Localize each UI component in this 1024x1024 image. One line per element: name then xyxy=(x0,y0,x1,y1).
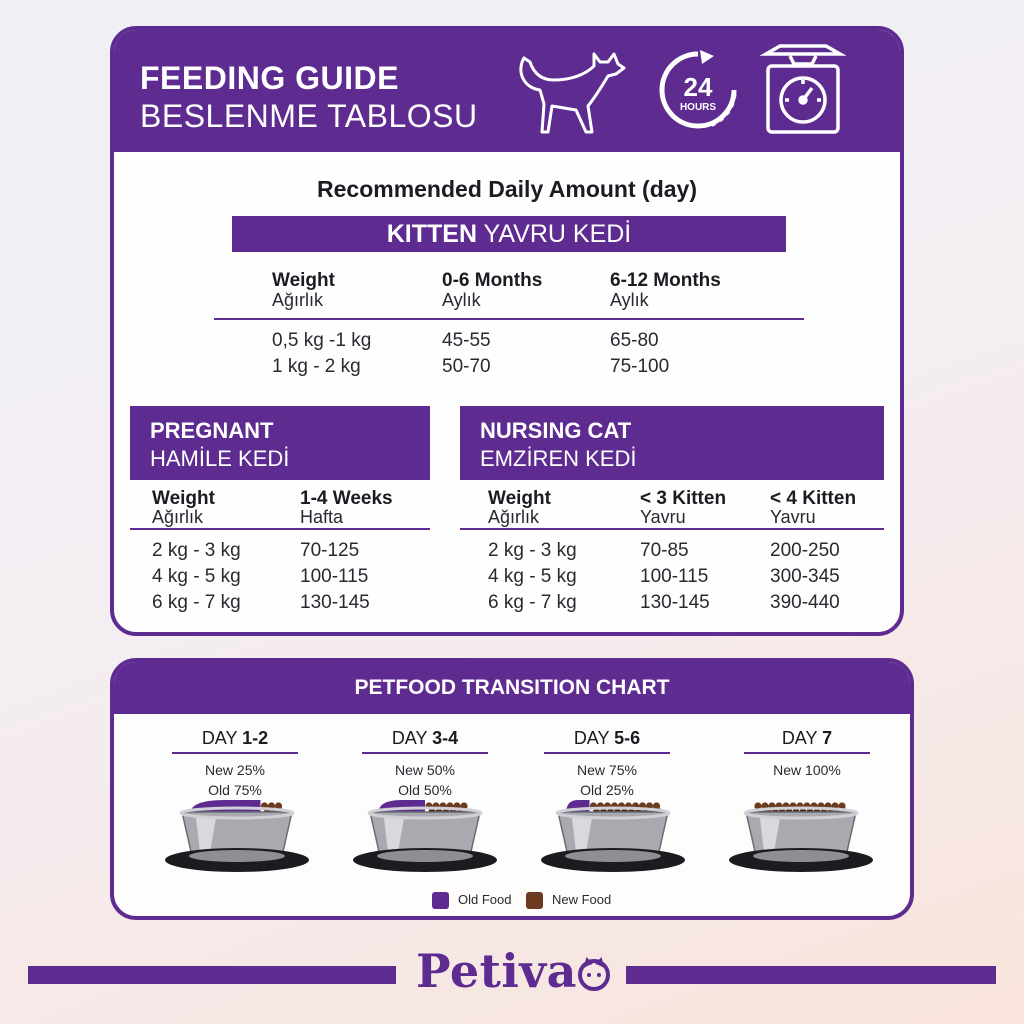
table-cell: 100-115 xyxy=(640,566,709,587)
24-hours-icon xyxy=(656,48,740,132)
feeding-guide-card xyxy=(110,26,904,636)
pregnant-col-weeks: 1-4 Weeks xyxy=(300,488,393,509)
cat-icon xyxy=(514,44,634,140)
table-cell: 300-345 xyxy=(770,566,840,587)
old-food-swatch-icon xyxy=(432,892,449,909)
nursing-col-weight: Weight xyxy=(488,488,551,509)
day-5-6-old: Old 25% xyxy=(580,782,634,798)
table-cell: 65-80 xyxy=(610,330,659,351)
table-cell: 130-145 xyxy=(640,592,710,613)
kitten-col-weight-tr: Ağırlık xyxy=(272,290,324,310)
day-3-4-new: New 50% xyxy=(395,762,455,778)
day-3-4-old: Old 50% xyxy=(398,782,452,798)
table-cell: 50-70 xyxy=(442,356,491,377)
legend-old-food: Old Food xyxy=(458,892,512,907)
table-cell: 200-250 xyxy=(770,540,840,561)
nursing-col-3-kitten: < 3 Kitten xyxy=(640,488,727,509)
kitten-col-6-12-months-tr: Aylık xyxy=(610,290,649,310)
pregnant-band xyxy=(130,406,430,480)
table-cell: 2 kg - 3 kg xyxy=(488,540,577,561)
table-cell: 390-440 xyxy=(770,592,840,613)
kitten-col-0-6-months: 0-6 Months xyxy=(442,270,543,291)
nursing-col-4-kitten-tr: Yavru xyxy=(770,507,816,527)
table-cell: 70-125 xyxy=(300,540,360,561)
pregnant-title-turkish: HAMİLE KEDİ xyxy=(150,446,290,471)
food-bowl-icon xyxy=(538,794,688,876)
table-cell: 1 kg - 2 kg xyxy=(272,356,361,377)
svg-text:HOURS: HOURS xyxy=(679,102,717,113)
pregnant-col-weeks-tr: Hafta xyxy=(300,507,344,527)
kitten-col-0-6-months-tr: Aylık xyxy=(442,290,481,310)
nursing-col-4-kitten: < 4 Kitten xyxy=(770,488,857,509)
pregnant-col-weight-tr: Ağırlık xyxy=(152,507,204,527)
transition-chart-card xyxy=(110,658,914,920)
kitten-col-weight: Weight xyxy=(272,270,335,291)
kitten-title-bold: KITTEN xyxy=(386,220,478,248)
new-food-swatch-icon xyxy=(526,892,543,909)
table-cell: 2 kg - 3 kg xyxy=(152,540,241,561)
kitten-band xyxy=(232,216,786,252)
nursing-col-3-kitten-tr: Yavru xyxy=(640,507,686,527)
nursing-title-turkish: EMZİREN KEDİ xyxy=(480,446,637,471)
food-bowl-icon xyxy=(726,794,876,876)
svg-text:24: 24 xyxy=(683,72,713,102)
pregnant-col-weight: Weight xyxy=(152,488,215,509)
day-5-6-label: DAY 5-6 New 75% Old 25% xyxy=(544,728,670,800)
kitten-col-6-12-months: 6-12 Months xyxy=(610,270,721,291)
table-cell: 4 kg - 5 kg xyxy=(488,566,577,587)
table-cell: 0,5 kg -1 kg xyxy=(272,330,372,351)
nursing-col-weight-tr: Ağırlık xyxy=(488,507,540,527)
transition-chart-title: PETFOOD TRANSITION CHART xyxy=(354,676,670,699)
title-turkish: BESLENME TABLOSU xyxy=(140,98,478,134)
table-cell: 6 kg - 7 kg xyxy=(152,592,241,613)
day-1-2-new: New 25% xyxy=(205,762,265,778)
day-1-2-old: Old 75% xyxy=(208,782,262,798)
cat-face-logo-icon xyxy=(577,957,611,991)
table-cell: 100-115 xyxy=(300,566,369,587)
footer-bar-left xyxy=(28,966,396,984)
petiva-logo: Petiva xyxy=(416,944,611,998)
footer-bar-right xyxy=(626,966,996,984)
day-7-label: DAY 7 New 100% xyxy=(744,728,870,780)
title-english: FEEDING GUIDE xyxy=(140,60,399,96)
table-cell: 130-145 xyxy=(300,592,370,613)
food-bowl-icon xyxy=(162,794,312,876)
table-cell: 70-85 xyxy=(640,540,689,561)
nursing-title: NURSING CAT xyxy=(480,418,632,443)
legend-new-food: New Food xyxy=(552,892,612,907)
recommended-daily-amount-heading: Recommended Daily Amount (day) xyxy=(317,176,697,202)
kitten-header-divider xyxy=(214,318,804,320)
transition-chart-header xyxy=(114,662,910,714)
food-bowl-icon xyxy=(350,794,500,876)
day-1-2-label: DAY 1-2 New 25% Old 75% xyxy=(172,728,298,800)
table-cell: 45-55 xyxy=(442,330,491,351)
pregnant-title: PREGNANT xyxy=(150,418,274,443)
kitten-title-turkish: YAVRU KEDİ xyxy=(477,220,632,248)
table-cell: 6 kg - 7 kg xyxy=(488,592,577,613)
feeding-guide-header xyxy=(114,30,900,152)
scale-icon xyxy=(760,44,846,136)
table-cell: 4 kg - 5 kg xyxy=(152,566,241,587)
day-7-new: New 100% xyxy=(773,762,841,778)
nursing-cat-band xyxy=(460,406,884,480)
table-cell: 75-100 xyxy=(610,356,670,377)
day-5-6-new: New 75% xyxy=(577,762,637,778)
nursing-header-divider xyxy=(460,528,884,530)
day-3-4-label: DAY 3-4 New 50% Old 50% xyxy=(362,728,488,800)
pregnant-header-divider xyxy=(130,528,430,530)
